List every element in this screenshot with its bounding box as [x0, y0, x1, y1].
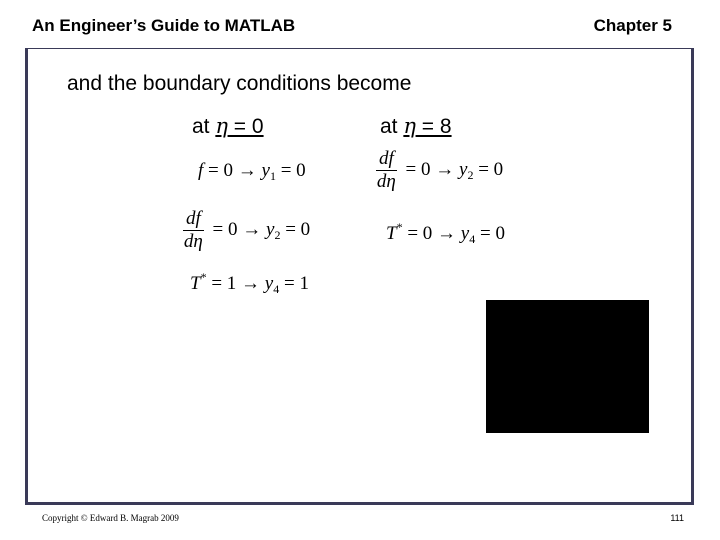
copyright-text: Copyright © Edward B. Magrab 2009 — [42, 513, 179, 523]
arrow-icon: → — [432, 223, 461, 244]
intro-text: and the boundary conditions become — [67, 72, 412, 95]
right-heading: at η = 8 — [380, 114, 452, 138]
right-condition-2: $T^* = 0 \to y_4 = 0$ — [386, 220, 505, 246]
left-condition-2: $\frac{df}{d\eta}$ = $0 \to y_2 = 0$ — [183, 208, 311, 252]
left-condition-1: $f = 0 \to y_1 = 0$ — [198, 160, 306, 183]
arrow-icon: → — [233, 160, 262, 181]
left-heading: at η = 0 — [192, 114, 264, 138]
left-condition-3: $T^* = 1 \to y_4 = 1$ — [190, 270, 309, 296]
eta-symbol: η — [403, 114, 416, 138]
header-title: An Engineer’s Guide to MATLAB — [32, 16, 296, 35]
arrow-icon: → — [236, 273, 265, 294]
page-number: 111 — [670, 513, 684, 523]
eta-symbol: η — [215, 114, 228, 138]
arrow-icon: → — [430, 158, 459, 180]
arrow-icon: → — [237, 218, 266, 240]
derivative-fraction: $\frac{df}{d\eta}$ — [183, 208, 203, 252]
derivative-fraction: $\frac{df}{d\eta}$ — [376, 148, 396, 192]
chapter-label: Chapter 5 — [593, 16, 672, 35]
black-rectangle — [486, 300, 649, 433]
slide-frame — [25, 48, 694, 505]
right-condition-1: $\frac{df}{d\eta}$ = $0 \to y_2 = 0$ — [376, 148, 504, 192]
